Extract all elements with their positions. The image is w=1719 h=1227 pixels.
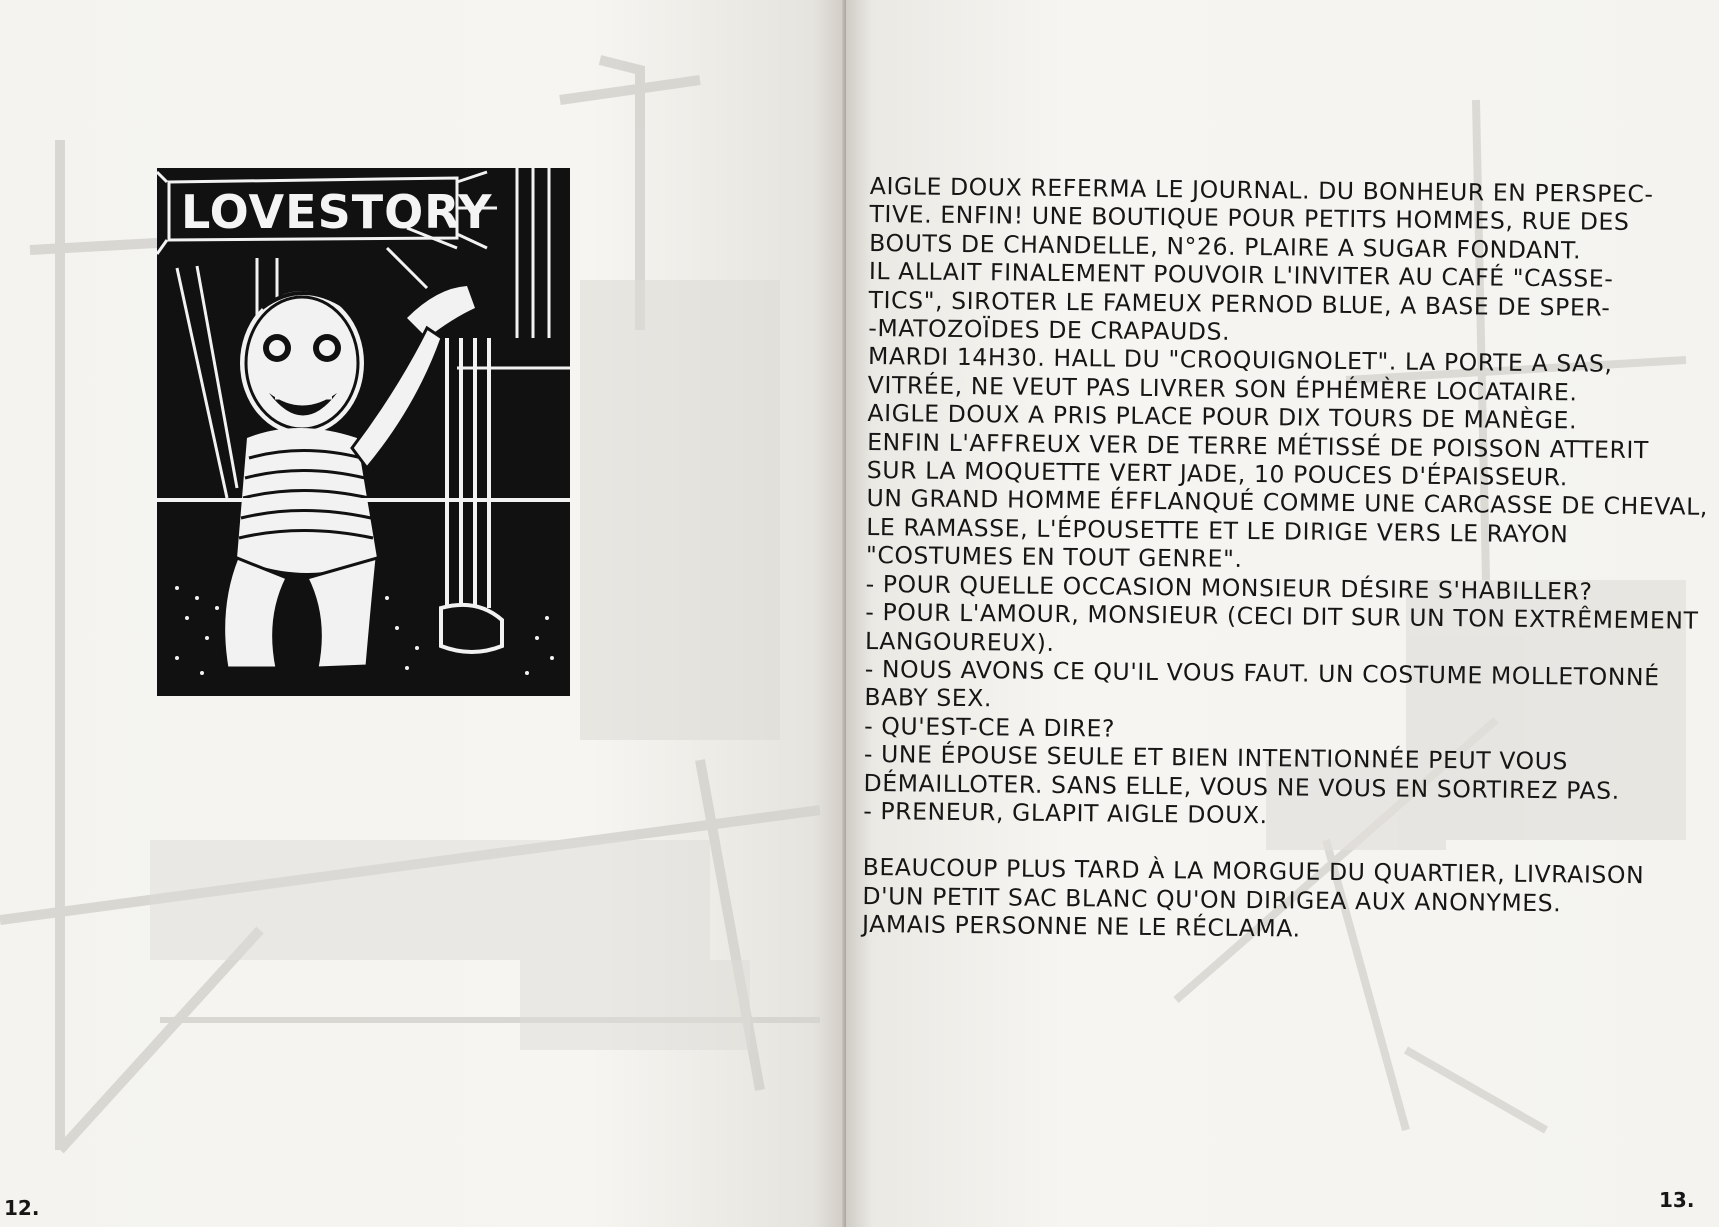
text-line: TICS", SIROTER LE FAMEUX PERNOD BLUE, A BASE DE SPER- <box>868 285 1611 322</box>
text-line: AIGLE DOUX A PRIS PLACE POUR DIX TOURS DE MANÈGE. <box>867 399 1578 435</box>
dialogue-line: - POUR L'AMOUR, MONSIEUR (CECI DIT SUR UN TON EXTRÊMEMENT <box>865 598 1699 635</box>
text-line: BEAUCOUP PLUS TARD À LA MORGUE DU QUARTIER, LIVRAISON <box>862 853 1645 890</box>
text-line: MARDI 14H30. HALL DU "CROQUIGNOLET". LA PORTE A SAS, <box>867 342 1613 379</box>
left-page-number: 12. <box>4 1196 40 1220</box>
dialogue-line: LANGOUREUX). <box>864 626 1055 657</box>
svg-text:LOVESTORY: LOVESTORY <box>181 185 493 239</box>
text-line: VITRÉE, NE VEUT PAS LIVRER SON ÉPHÉMÈRE LOCATAIRE. <box>867 370 1578 407</box>
text-line: IL ALLAIT FINALEMENT POUVOIR L'INVITER AU CAFÉ "CASSE- <box>868 257 1614 294</box>
text-line: SUR LA MOQUETTE VERT JADE, 10 POUCES D'ÉPAISSEUR. <box>866 456 1569 492</box>
text-line: UN GRAND HOMME ÉFFLANQUÉ COMME UNE CARCASSE DE CHEVAL, <box>866 484 1709 522</box>
dialogue-line: DÉMAILLOTER. SANS ELLE, VOUS NE VOUS EN SORTIREZ PAS. <box>863 768 1620 805</box>
lovestory-woodcut-illustration <box>157 168 570 696</box>
dialogue-line: - POUR QUELLE OCCASION MONSIEUR DÉSIRE S'HABILLER? <box>865 569 1593 606</box>
dialogue-line: - QU'EST-CE A DIRE? <box>864 711 1116 743</box>
text-line: BOUTS DE CHANDELLE, N°26. PLAIRE A SUGAR FONDANT. <box>869 228 1582 265</box>
dialogue-line: - PRENEUR, GLAPIT AIGLE DOUX. <box>863 796 1268 830</box>
text-line: JAMAIS PERSONNE NE LE RÉCLAMA. <box>861 910 1301 943</box>
left-page <box>0 0 846 1227</box>
dialogue-line: - NOUS AVONS CE QU'IL VOUS FAUT. UN COSTUME MOLLETONNÉ <box>864 654 1660 692</box>
handwritten-story-text <box>861 172 1709 947</box>
text-line: AIGLE DOUX REFERMA LE JOURNAL. DU BONHEUR EN PERSPEC- <box>869 172 1654 209</box>
dialogue-line: BABY SEX. <box>864 683 993 713</box>
text-line: TIVE. ENFIN! UNE BOUTIQUE POUR PETITS HOMMES, RUE DES <box>869 200 1630 237</box>
right-page-number: 13. <box>1659 1188 1695 1212</box>
text-line: D'UN PETIT SAC BLANC QU'ON DIRIGEA AUX ANONYMES. <box>862 881 1562 918</box>
dialogue-line: - UNE ÉPOUSE SEULE ET BIEN INTENTIONNÉE PEUT VOUS <box>863 740 1569 776</box>
text-line: LE RAMASSE, L'ÉPOUSETTE ET LE DIRIGE VERS LE RAYON <box>866 512 1569 549</box>
text-line: ENFIN L'AFFREUX VER DE TERRE MÉTISSÉ DE POISSON ATTERIT <box>867 427 1650 464</box>
text-line: -MATOZOÏDES DE CRAPAUDS. <box>868 314 1231 346</box>
text-line: "COSTUMES EN TOUT GENRE". <box>865 541 1243 574</box>
